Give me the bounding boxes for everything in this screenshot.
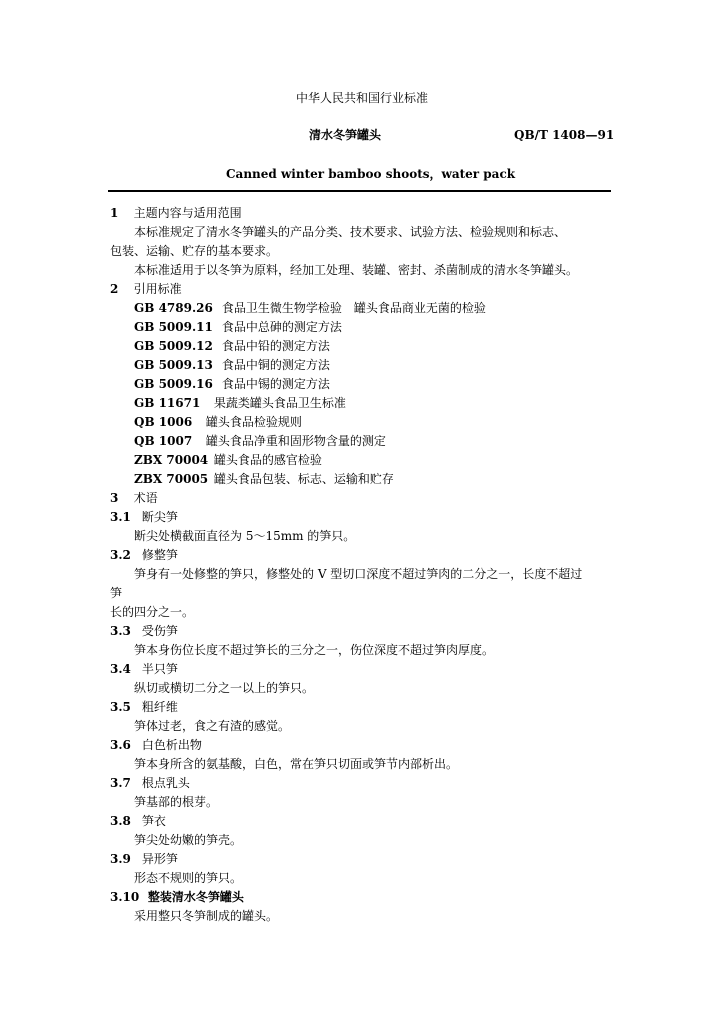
- section-title: 术语: [133, 491, 158, 505]
- reference-item: [134, 357, 330, 373]
- term-definition: 笋尖处幼嫩的笋壳。: [134, 833, 243, 847]
- term-number: 3.10: [110, 890, 140, 904]
- reference-code: QB 1007: [134, 434, 193, 448]
- term-number: 3.8: [110, 814, 131, 828]
- reference-name: 罐头食品净重和固形物含量的测定: [205, 434, 386, 448]
- term-heading: [110, 661, 178, 677]
- term-number: 3.1: [110, 510, 131, 524]
- term-title: 白色析出物: [141, 738, 202, 752]
- section-number: 3: [110, 491, 119, 505]
- term-heading: [110, 775, 190, 791]
- reference-name: 食品中铅的测定方法: [221, 339, 330, 353]
- term-title: 异形笋: [141, 852, 178, 866]
- reference-name: 果蔬类罐头食品卫生标准: [213, 396, 346, 410]
- term-number: 3.3: [110, 624, 131, 638]
- term-number: 3.5: [110, 700, 131, 714]
- section-number: 2: [110, 282, 119, 296]
- document-title: 清水冬笋罐头: [309, 128, 382, 142]
- section-2-heading: [110, 281, 182, 297]
- section-1-paragraph-1b: 包装、运输、贮存的基本要求。: [110, 244, 279, 258]
- term-definition: 笋本身伤位长度不超过笋长的三分之一，伤位深度不超过笋肉厚度。: [134, 643, 495, 657]
- term-definition: 断尖处横截面直径为 5～15mm 的笋只。: [134, 529, 356, 543]
- term-definition: 笋本身所含的氨基酸，白色，常在笋只切面或笋节内部析出。: [134, 757, 459, 771]
- term-number: 3.2: [110, 548, 131, 562]
- standard-code: QB/T 1408—91: [514, 128, 615, 142]
- term-number: 3.4: [110, 662, 131, 676]
- reference-code: GB 5009.11: [134, 320, 213, 334]
- reference-name: 食品卫生微生物学检验 罐头食品商业无菌的检验: [221, 301, 486, 315]
- section-3-heading: [110, 490, 158, 506]
- term-definition: 形态不规则的笋只。: [134, 871, 243, 885]
- reference-code: GB 5009.12: [134, 339, 213, 353]
- reference-code: ZBX 70004: [134, 453, 209, 467]
- section-title: 引用标准: [133, 282, 182, 296]
- reference-code: GB 11671: [134, 396, 201, 410]
- reference-name: 罐头食品检验规则: [205, 415, 302, 429]
- term-title: 笋衣: [141, 814, 166, 828]
- header-divider: [108, 190, 611, 192]
- reference-item: [134, 376, 330, 392]
- term-heading: [110, 623, 178, 639]
- term-definition: 纵切或横切二分之一以上的笋只。: [134, 681, 315, 695]
- reference-code: ZBX 70005: [134, 472, 209, 486]
- term-definition: 采用整只冬笋制成的罐头。: [134, 909, 279, 923]
- term-heading: [110, 699, 178, 715]
- term-definition: 笋体过老，食之有渣的感觉。: [134, 719, 291, 733]
- term-heading: [110, 851, 178, 867]
- term-title: 根点乳头: [141, 776, 190, 790]
- reference-item: [134, 433, 386, 449]
- section-title: 主题内容与适用范围: [133, 206, 242, 220]
- term-number: 3.6: [110, 738, 131, 752]
- term-definition-cont: 长的四分之一。: [110, 605, 195, 619]
- section-1-paragraph-2: 本标准适用于以冬笋为原料，经加工处理、装罐、密封、杀菌制成的清水冬笋罐头。: [134, 263, 579, 277]
- term-heading: [110, 813, 166, 829]
- reference-name: 罐头食品的感官检验: [213, 453, 322, 467]
- term-title: 受伤笋: [141, 624, 178, 638]
- standard-org: 中华人民共和国行业标准: [295, 91, 428, 105]
- reference-name: 食品中铜的测定方法: [221, 358, 330, 372]
- term-definition: 笋身有一处修整的笋只，修整处的 V 型切口深度不超过笋肉的二分之一，长度不超过: [134, 567, 583, 581]
- english-title: Canned winter bamboo shoots，water pack: [226, 167, 516, 181]
- term-title: 断尖笋: [141, 510, 178, 524]
- reference-code: GB 4789.26: [134, 301, 213, 315]
- term-title: 半只笋: [141, 662, 178, 676]
- reference-item: [134, 395, 346, 411]
- term-title: 粗纤维: [141, 700, 178, 714]
- term-number: 3.9: [110, 852, 131, 866]
- reference-code: GB 5009.16: [134, 377, 213, 391]
- section-1-paragraph-1a: 本标准规定了清水冬笋罐头的产品分类、技术要求、试验方法、检验规则和标志、: [134, 225, 567, 239]
- reference-item: [134, 338, 330, 354]
- term-heading: [110, 737, 202, 753]
- section-1-heading: [110, 205, 242, 221]
- term-definition: 笋基部的根芽。: [134, 795, 219, 809]
- reference-item: [134, 452, 322, 468]
- term-definition-cont: 笋: [110, 586, 123, 600]
- term-title: 整装清水冬笋罐头: [147, 890, 244, 904]
- reference-name: 食品中锡的测定方法: [221, 377, 330, 391]
- reference-name: 食品中总砷的测定方法: [221, 320, 342, 334]
- term-heading: [110, 889, 244, 905]
- reference-code: QB 1006: [134, 415, 193, 429]
- reference-item: [134, 319, 342, 335]
- reference-name: 罐头食品包装、标志、运输和贮存: [213, 472, 394, 486]
- term-number: 3.7: [110, 776, 131, 790]
- reference-item: [134, 300, 486, 316]
- section-number: 1: [110, 206, 119, 220]
- reference-code: GB 5009.13: [134, 358, 213, 372]
- term-title: 修整笋: [141, 548, 178, 562]
- term-heading: [110, 509, 178, 525]
- reference-item: [134, 414, 302, 430]
- term-heading: [110, 547, 178, 563]
- reference-item: [134, 471, 394, 487]
